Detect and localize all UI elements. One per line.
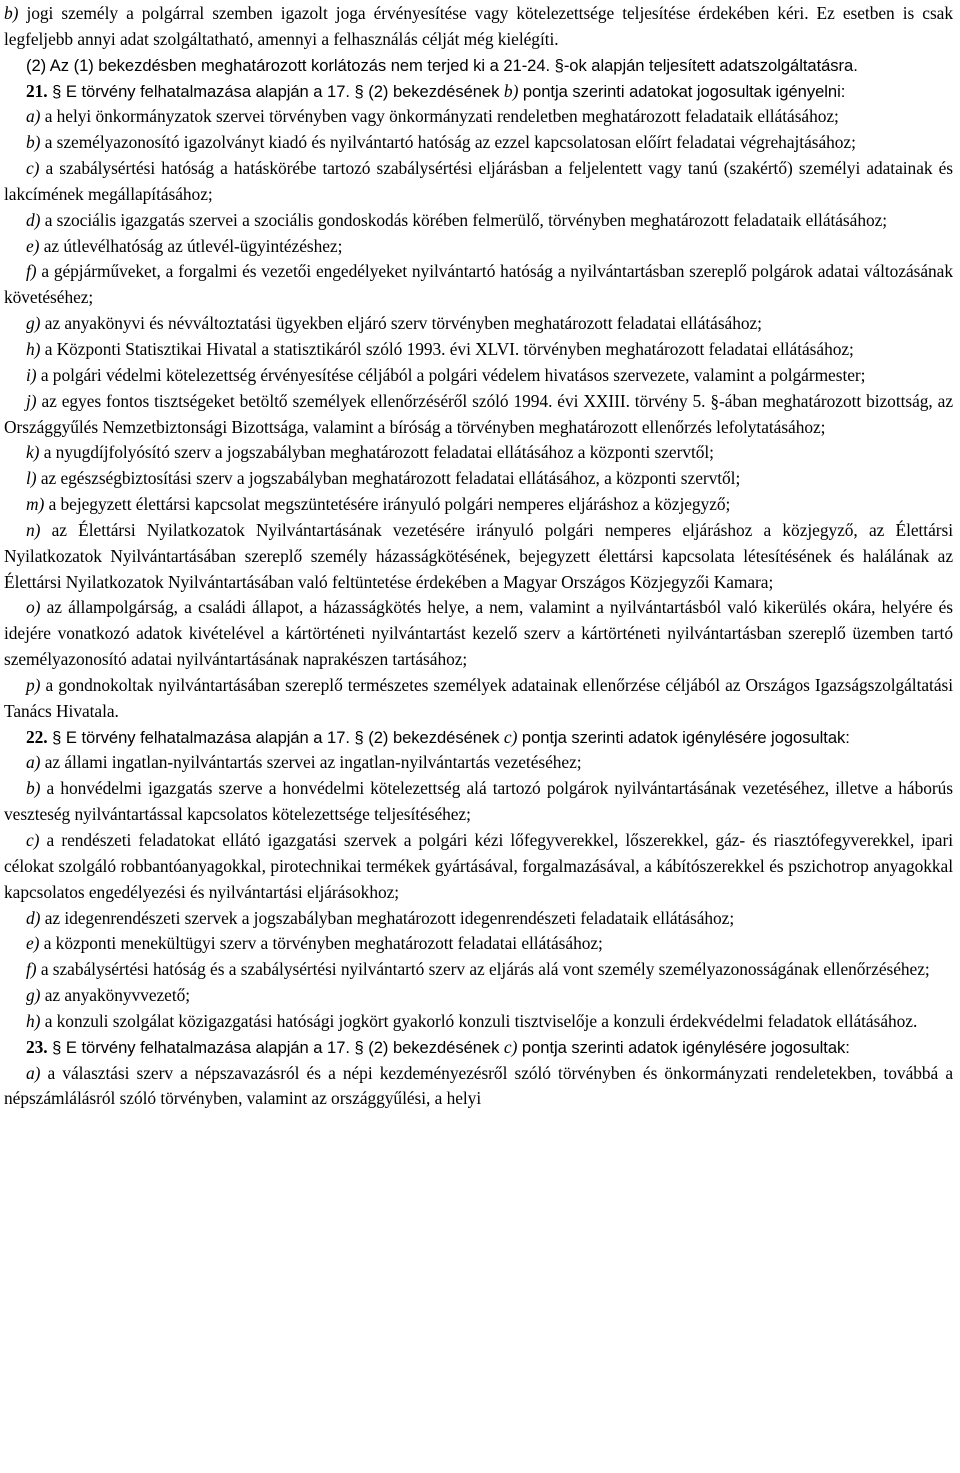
point-label: b) xyxy=(4,3,19,23)
paragraph xyxy=(4,208,953,234)
section-number: 22. xyxy=(26,726,48,747)
paragraph xyxy=(4,725,953,751)
paragraph xyxy=(4,130,953,156)
paragraph xyxy=(4,1061,953,1113)
paragraph-text: az anyakönyvi és névváltoztatási ügyekben eljáró szerv törvényben meghatározott feladatai ellátásához; xyxy=(40,313,762,334)
paragraph-text: a személyazonosító igazolványt kiadó és nyilvántartó hatóság az ezzel kapcsolatosan előírt feladatai végrehajtásához; xyxy=(40,132,856,153)
paragraph-text: a helyi önkormányzatok szervei törvényben vagy önkormányzati rendeletben meghatározott feladataik ellátásához; xyxy=(40,106,839,127)
paragraph-text: a szabálysértési hatóság a hatáskörébe tartozó szabálysértési eljárásban a feljelentett vagy tanú (szakértő) személyi adatainak és lakcímének megállapításához; xyxy=(4,158,953,204)
paragraph xyxy=(4,1,953,53)
paragraph xyxy=(4,259,953,311)
paragraph xyxy=(4,1009,953,1035)
paragraph xyxy=(4,466,953,492)
point-label: k) xyxy=(26,442,40,463)
paragraph-text: a honvédelmi igazgatás szerve a honvédelmi kötelezettség alá tartozó polgárok nyilvántartásának vezetéséhez, illetve a háborús veszteség nyilvántartással kapcsolatos kötelezettsége teljesítéséhez; xyxy=(4,778,953,825)
paragraph-text: a konzuli szolgálat közigazgatási hatósági jogkört gyakorló konzuli tisztviselője a konzuli érdekvédelmi feladatok ellátásához. xyxy=(40,1010,918,1031)
paragraph xyxy=(4,957,953,983)
paragraph xyxy=(4,311,953,337)
point-label: j) xyxy=(26,390,37,411)
point-label: b) xyxy=(26,778,41,799)
paragraph-text: a bejegyzett élettársi kapcsolat megszüntetésére irányuló polgári nemperes eljáráshoz a közjegyző; xyxy=(44,494,731,515)
paragraph xyxy=(4,389,953,441)
paragraph xyxy=(4,931,953,957)
paragraph-text: a gépjárműveket, a forgalmi és vezetői engedélyeket nyilvántartó hatóság a nyilvántartásban szereplő polgárok adatai változásának követéséhez; xyxy=(4,261,953,308)
paragraph xyxy=(4,595,953,673)
paragraph xyxy=(4,906,953,932)
paragraph xyxy=(4,750,953,776)
paragraph xyxy=(4,156,953,208)
paragraph-text: § E törvény felhatalmazása alapján a 17. § (2) bekezdésének xyxy=(47,1037,504,1057)
point-label: h) xyxy=(26,1010,41,1031)
paragraph-text: a választási szerv a népszavazásról és a népi kezdeményezésről szóló törvényben és önkormányzati rendeletekben, továbbá a népszámlálásról szóló törvényben, valamint az országgyűlési, a helyi xyxy=(4,1062,953,1109)
paragraph-text: a központi menekültügyi szerv a törvényben meghatározott feladatai ellátásához; xyxy=(39,933,603,954)
point-label: d) xyxy=(26,209,41,230)
paragraph xyxy=(4,518,953,596)
point-label: m) xyxy=(26,494,45,515)
paragraph xyxy=(4,492,953,518)
paragraph xyxy=(4,776,953,828)
point-label: c) xyxy=(26,830,40,850)
paragraph-text: a szabálysértési hatóság és a szabálysértési nyilvántartó szerv az eljárás alá vont személy személyazonosságának ellenőrzéséhez; xyxy=(36,959,930,980)
paragraph xyxy=(4,53,953,79)
point-label: d) xyxy=(26,907,41,928)
point-label: a) xyxy=(26,106,41,127)
paragraph xyxy=(4,234,953,260)
paragraph-text-continued: pontja szerinti adatok igénylésére jogosultak: xyxy=(517,1037,850,1057)
paragraph-text: az egészségbiztosítási szerv a jogszabályban meghatározott feladatai ellátásához, a központi szervtől; xyxy=(36,468,741,489)
point-label: g) xyxy=(26,985,41,1006)
paragraph xyxy=(4,363,953,389)
paragraph-text: a Központi Statisztikai Hivatal a statisztikáról szóló 1993. évi XLVI. törvényben meghatározott feladatai ellátásához; xyxy=(40,338,854,359)
paragraph-text-continued: pontja szerinti adatokat jogosultak igényelni: xyxy=(518,81,846,101)
paragraph-text: § E törvény felhatalmazása alapján a 17. § (2) bekezdésének xyxy=(47,727,504,747)
paragraph-text: az Élettársi Nyilatkozatok Nyilvántartásának vezetésére irányuló polgári nemperes eljáráshoz a közjegyző, az Élettársi Nyilatkozatok Nyilvántartásában szereplő személy házasságkötésének, bejegyzett élettársi kapcsolata létesítésének és halálának az Élettársi Nyilatkozatok Nyilvántartásában való feltüntetése érdekében a Magyar Országos Közjegyzői Kamara; xyxy=(4,519,953,592)
paragraph-text: a nyugdíjfolyósító szerv a jogszabályban meghatározott feladatai ellátásához a központi szervtől; xyxy=(39,442,714,463)
paragraph-text: a rendészeti feladatokat ellátó igazgatási szervek a polgári kézi lőfegyverekkel, lőszerekkel, gáz- és riasztófegyverekkel, ipari célokat szolgáló robbantóanyagokkal, pirotechnikai termékek gyártásával, forgalmazásával, a kábítószerekkel és pszichotrop anyagokkal kapcsolatos engedélyezési és nyilvántartási eljárásokhoz; xyxy=(4,830,953,902)
point-label: n) xyxy=(26,519,41,540)
paragraph-text: az egyes fontos tisztségeket betöltő személyek ellenőrzéséről szóló 1994. évi XXIII. törvény 5. §-ában meghatározott bizottság, az Országgyűlés Nemzetbiztonsági Bizottsága, valamint a bíróság a törvényben meghatározott ellenőrzés lefolytatásához; xyxy=(4,390,953,437)
paragraph xyxy=(4,337,953,363)
point-label: f) xyxy=(26,261,37,282)
point-label: a) xyxy=(26,1062,41,1083)
paragraph-text: (2) Az (1) bekezdésben meghatározott korlátozás nem terjed ki a 21-24. §-ok alapján teljesített adatszolgáltatásra. xyxy=(26,55,858,75)
point-label: a) xyxy=(26,752,41,773)
section-number: 21. xyxy=(26,80,48,101)
paragraph-text: a szociális igazgatás szervei a szociális gondoskodás körében felmerülő, törvényben meghatározott feladataik ellátásához; xyxy=(40,209,888,230)
section-number: 23. xyxy=(26,1036,48,1057)
point-label: e) xyxy=(26,235,40,256)
paragraph-text: az állami ingatlan-nyilvántartás szervei az ingatlan-nyilvántartás vezetéséhez; xyxy=(40,752,582,773)
paragraph-text-continued: pontja szerinti adatok igénylésére jogosultak: xyxy=(517,727,850,747)
paragraph-text: a gondnokoltak nyilvántartásában szereplő természetes személyek adatainak ellenőrzése céljából az Országos Igazságszolgáltatási Tanács Hivatala. xyxy=(4,674,953,721)
point-label: f) xyxy=(26,959,37,980)
paragraph-text: § E törvény felhatalmazása alapján a 17. § (2) bekezdésének xyxy=(47,81,504,101)
point-label: i) xyxy=(26,364,37,385)
paragraph xyxy=(4,673,953,725)
point-label: p) xyxy=(26,674,41,695)
paragraph xyxy=(4,828,953,906)
point-label: h) xyxy=(26,338,41,359)
paragraph-text: az anyakönyvvezető; xyxy=(40,985,191,1006)
point-label: e) xyxy=(26,933,40,954)
paragraph-text: az állampolgárság, a családi állapot, a házasságkötés helye, a nem, valamint a nyilvántartásból való kikerülés okára, helyére és idejére vonatkozó adatok kivételével a kártörténeti nyilvántartást kezelő szerv a kártörténeti nyilvántartásban szereplő üzemben tartó személyazonosító adatai nyilvántartásának naprakészen tartásához; xyxy=(4,597,953,670)
point-label: g) xyxy=(26,313,41,334)
paragraph xyxy=(4,983,953,1009)
point-reference: c) xyxy=(503,1036,518,1057)
point-reference: c) xyxy=(503,726,518,747)
point-label: l) xyxy=(26,468,37,489)
paragraph xyxy=(4,104,953,130)
paragraph xyxy=(4,440,953,466)
paragraph-text: az útlevélhatóság az útlevél-ügyintézéshez; xyxy=(39,235,343,256)
point-label: o) xyxy=(26,597,41,618)
paragraph-text: jogi személy a polgárral szemben igazolt joga érvényesítése vagy kötelezettsége teljesítése érdekében kéri. Ez esetben is csak legfeljebb annyi adat szolgáltatható, amennyi a felhasználás célját még kielégíti. xyxy=(4,3,953,49)
point-reference: b) xyxy=(503,80,519,101)
point-label: c) xyxy=(26,158,40,179)
paragraph xyxy=(4,1035,953,1061)
paragraph-text: a polgári védelmi kötelezettség érvényesítése céljából a polgári védelem hivatásos szervezete, valamint a polgármester; xyxy=(36,364,866,385)
paragraph xyxy=(4,79,953,105)
paragraph-text: az idegenrendészeti szervek a jogszabályban meghatározott idegenrendészeti feladataik ellátásához; xyxy=(40,907,735,928)
point-label: b) xyxy=(26,132,41,153)
